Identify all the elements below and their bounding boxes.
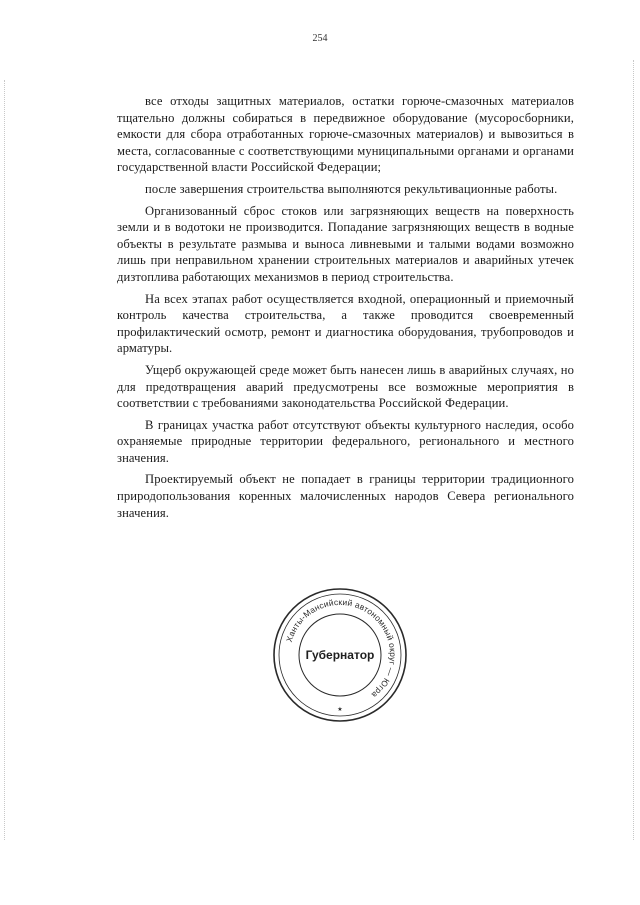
seal-graphic (270, 585, 410, 725)
paragraph-indigenous-territory: Проектируемый объект не попадает в границы территории традиционного природопользования коренных малочисленных народов Севера регионального значения. (117, 472, 574, 520)
paragraph-reclamation: после завершения строительства выполняются рекультивационные работы. (145, 181, 558, 196)
seal-star-icon: ★ (337, 706, 343, 713)
paragraph-discharge: Организованный сброс стоков или загрязняющих веществ на поверхность земли и в водотоки не производится. Попадание загрязняющих веществ в водные объекты в результате размыва и выноса ливневыми и талыми водами возможно лишь при неправильном хранении строительных материалов и аварийных утечек дизтоплива работающих механизмов в период строительства. (117, 203, 574, 284)
paragraph-quality-control: На всех этапах работ осуществляется входной, операционный и приемочный контроль качества строительства, а также проводится своевременный профилактический осмотр, ремонт и диагностика оборудования, трубопроводов и арматуры. (117, 291, 574, 356)
paragraph-waste-removal: все отходы защитных материалов, остатки горюче-смазочных материалов тщательно должны собираться в передвижное оборудование (мусоросборники, емкости для сбора отработанных горюче-смазочных материалов) и вывозиться в места, согласованные с соответствующими муниципальными органами и органами государственной власти Российской Федерации; (117, 94, 574, 175)
page-number: 254 (312, 33, 328, 44)
scan-edge-left (4, 80, 5, 840)
paragraph-cultural-heritage: В границах участка работ отсутствуют объекты культурного наследия, особо охраняемые природные территории федерального, регионального и местного значения. (117, 417, 574, 465)
seal-ring-text: Ханты-Мансийский автономный округ — Югра (283, 596, 399, 701)
document-body (117, 93, 574, 526)
paragraph-damage: Ущерб окружающей среде может быть нанесен лишь в аварийных случаях, но для предотвращения аварий предусмотрены все возможные мероприятия в соответствии с требованиями законодательства Российской Федерации. (117, 362, 574, 411)
scan-edge-right (633, 60, 634, 840)
governor-seal (270, 585, 410, 725)
seal-center-text: Губернатор (305, 648, 375, 662)
